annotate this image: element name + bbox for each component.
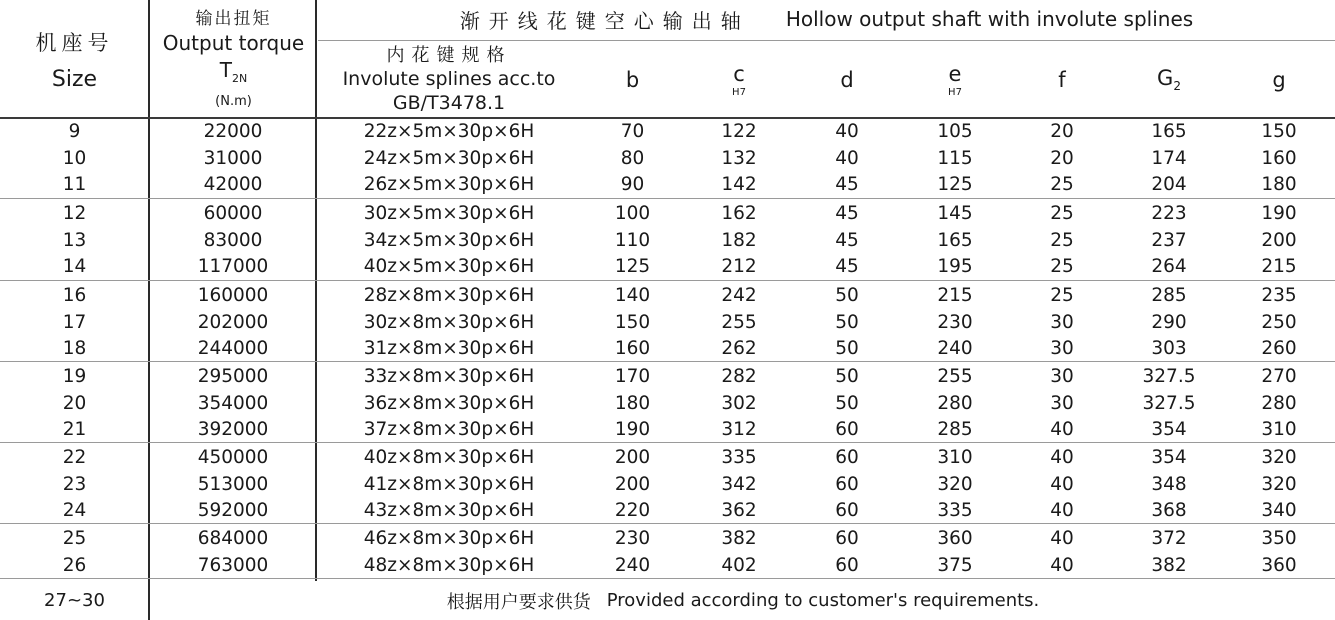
cell-f: 40 xyxy=(1050,500,1074,521)
cell-spline: 28z×8m×30p×6H xyxy=(363,285,535,306)
cell-e: 125 xyxy=(937,174,973,195)
cell-c: 342 xyxy=(721,473,757,495)
cell-c: 335 xyxy=(721,447,757,468)
cell-g: 340 xyxy=(1261,500,1297,521)
table-row xyxy=(0,171,1335,198)
cell-c: 362 xyxy=(721,500,757,521)
cell-e: 145 xyxy=(937,203,973,224)
group-divider xyxy=(0,442,1335,443)
cell-e: 255 xyxy=(937,366,973,387)
cell-torque: 684000 xyxy=(197,528,269,549)
cell-e: 215 xyxy=(937,285,973,306)
cell-f: 40 xyxy=(1050,419,1074,440)
header-size-cn: 机座号 xyxy=(35,30,114,55)
cell-b: 90 xyxy=(620,174,645,195)
cell-f: 30 xyxy=(1050,392,1074,414)
cell-g: 260 xyxy=(1261,338,1297,359)
header-col-g-label: g xyxy=(1272,68,1286,92)
cell-b: 80 xyxy=(620,147,645,169)
cell-spline: 37z×8m×30p×6H xyxy=(363,419,535,440)
cell-b: 240 xyxy=(614,554,651,576)
table-row xyxy=(0,335,1335,362)
header-shaft-title-en: Hollow output shaft with involute splines xyxy=(785,7,1194,31)
header-col-f-label: f xyxy=(1058,68,1066,92)
cell-b: 200 xyxy=(614,447,651,468)
header-col-c xyxy=(685,42,793,118)
cell-d: 40 xyxy=(835,121,859,142)
cell-c: 382 xyxy=(721,528,757,549)
table-row xyxy=(0,390,1335,417)
cell-spline: 31z×8m×30p×6H xyxy=(363,338,535,359)
cell-torque: 295000 xyxy=(197,366,269,387)
footer-divider xyxy=(0,578,1335,579)
table-row xyxy=(0,363,1335,390)
cell-c: 262 xyxy=(721,338,757,359)
header-col-e xyxy=(901,42,1009,118)
torque-symbol-letter: T xyxy=(219,57,232,82)
header-spline-en-2: GB/T3478.1 xyxy=(392,92,506,114)
header-spline-en-1: Involute splines acc.to xyxy=(342,68,556,90)
cell-d: 60 xyxy=(835,554,859,576)
cell-G2: 303 xyxy=(1151,338,1187,359)
header-col-d-label: d xyxy=(840,68,854,92)
cell-e: 280 xyxy=(937,392,973,414)
cell-b: 190 xyxy=(614,419,651,440)
cell-g: 310 xyxy=(1261,419,1297,440)
table-row xyxy=(0,118,1335,145)
header-col-e-label: e xyxy=(948,62,962,86)
cell-spline: 43z×8m×30p×6H xyxy=(363,500,535,521)
cell-b: 230 xyxy=(614,528,651,549)
header-col-G2-label xyxy=(1157,66,1181,93)
table-row xyxy=(0,497,1335,524)
table-row xyxy=(0,525,1335,552)
cell-G2: 354 xyxy=(1151,447,1187,468)
cell-f: 20 xyxy=(1050,121,1074,142)
cell-f: 40 xyxy=(1050,473,1074,495)
cell-spline: 40z×8m×30p×6H xyxy=(363,447,535,468)
cell-g: 160 xyxy=(1261,147,1297,169)
header-col-b-label: b xyxy=(625,68,640,92)
table-row xyxy=(0,444,1335,471)
header-divider xyxy=(318,40,1335,41)
cell-b: 110 xyxy=(614,229,651,251)
cell-torque: 354000 xyxy=(197,392,269,414)
cell-f: 25 xyxy=(1050,203,1074,224)
table-row xyxy=(0,282,1335,309)
cell-size: 18 xyxy=(62,338,87,359)
cell-G2: 204 xyxy=(1151,174,1187,195)
cell-size: 14 xyxy=(62,256,87,277)
cell-torque: 244000 xyxy=(197,338,269,359)
cell-G2: 290 xyxy=(1151,311,1187,333)
cell-c: 312 xyxy=(721,419,757,440)
cell-c: 142 xyxy=(721,174,757,195)
cell-f: 25 xyxy=(1050,229,1074,251)
cell-spline: 48z×8m×30p×6H xyxy=(363,554,535,576)
cell-spline: 40z×5m×30p×6H xyxy=(363,256,535,277)
cell-d: 60 xyxy=(835,447,859,468)
cell-g: 320 xyxy=(1261,447,1297,468)
header-col-g xyxy=(1223,42,1335,118)
cell-e: 165 xyxy=(937,229,973,251)
cell-size: 22 xyxy=(62,447,87,468)
cell-g: 280 xyxy=(1261,392,1297,414)
cell-g: 360 xyxy=(1261,554,1297,576)
cell-size: 24 xyxy=(62,500,87,521)
cell-c: 402 xyxy=(721,554,757,576)
cell-G2: 223 xyxy=(1151,203,1187,224)
header-size-en: Size xyxy=(51,66,98,92)
cell-torque: 202000 xyxy=(197,311,269,333)
header-torque-en: Output torque xyxy=(162,30,305,55)
cell-torque: 592000 xyxy=(197,500,269,521)
cell-e: 285 xyxy=(937,419,973,440)
group-divider xyxy=(0,523,1335,524)
cell-f: 30 xyxy=(1050,366,1074,387)
cell-G2: 348 xyxy=(1151,473,1187,495)
cell-G2: 174 xyxy=(1151,147,1187,169)
cell-e: 335 xyxy=(937,500,973,521)
cell-f: 40 xyxy=(1050,528,1074,549)
header-col-G2-letter: G xyxy=(1157,66,1174,91)
cell-torque: 763000 xyxy=(197,554,269,576)
cell-b: 100 xyxy=(614,203,651,224)
header-shaft-title xyxy=(318,0,1335,38)
table-row xyxy=(0,552,1335,579)
header-col-f xyxy=(1009,42,1115,118)
footer-note-cn: 根据用户要求供货 xyxy=(446,591,591,613)
cell-torque: 450000 xyxy=(197,447,269,468)
cell-b: 160 xyxy=(614,338,651,359)
cell-spline: 30z×5m×30p×6H xyxy=(363,203,535,224)
cell-torque: 513000 xyxy=(197,473,269,495)
cell-G2: 368 xyxy=(1151,500,1187,521)
cell-d: 60 xyxy=(835,528,859,549)
cell-b: 180 xyxy=(614,392,651,414)
cell-c: 255 xyxy=(721,311,757,333)
cell-torque: 83000 xyxy=(203,229,263,251)
table-row xyxy=(0,145,1335,172)
cell-size: 9 xyxy=(68,121,81,142)
header-col-c-label: c xyxy=(733,62,745,86)
cell-g: 250 xyxy=(1261,311,1297,333)
cell-G2: 237 xyxy=(1151,229,1187,251)
cell-b: 200 xyxy=(614,473,651,495)
cell-spline: 33z×8m×30p×6H xyxy=(363,366,535,387)
table-row xyxy=(0,253,1335,280)
table-row xyxy=(0,416,1335,443)
cell-G2: 165 xyxy=(1151,121,1187,142)
cell-size: 20 xyxy=(62,392,87,414)
cell-G2: 285 xyxy=(1151,285,1187,306)
cell-torque: 60000 xyxy=(203,203,263,224)
header-size xyxy=(0,0,149,118)
cell-torque: 392000 xyxy=(197,419,269,440)
cell-g: 200 xyxy=(1261,229,1297,251)
cell-b: 70 xyxy=(620,121,645,142)
cell-b: 150 xyxy=(614,311,651,333)
table-row xyxy=(0,200,1335,227)
cell-f: 20 xyxy=(1050,147,1074,169)
cell-spline: 30z×8m×30p×6H xyxy=(363,311,535,333)
cell-d: 60 xyxy=(835,419,859,440)
cell-c: 122 xyxy=(721,121,757,142)
header-col-c-tolerance: H7 xyxy=(732,87,746,98)
cell-g: 180 xyxy=(1261,174,1297,195)
cell-b: 220 xyxy=(614,500,651,521)
cell-f: 25 xyxy=(1050,256,1074,277)
cell-d: 40 xyxy=(835,147,859,169)
cell-g: 150 xyxy=(1261,121,1297,142)
cell-spline: 26z×5m×30p×6H xyxy=(363,174,535,195)
table-row xyxy=(0,309,1335,336)
cell-d: 45 xyxy=(835,229,859,251)
cell-d: 45 xyxy=(835,203,859,224)
cell-g: 350 xyxy=(1261,528,1297,549)
cell-spline: 46z×8m×30p×6H xyxy=(363,528,535,549)
footer-note xyxy=(151,581,1335,620)
cell-e: 320 xyxy=(937,473,973,495)
cell-size: 21 xyxy=(62,419,87,440)
header-torque xyxy=(151,0,316,118)
cell-d: 50 xyxy=(835,338,859,359)
cell-spline: 22z×5m×30p×6H xyxy=(363,121,535,142)
cell-c: 242 xyxy=(721,285,757,306)
cell-b: 140 xyxy=(614,285,651,306)
cell-d: 50 xyxy=(835,285,859,306)
cell-e: 230 xyxy=(937,311,973,333)
cell-torque: 22000 xyxy=(203,121,263,142)
cell-d: 50 xyxy=(835,392,859,414)
cell-size: 26 xyxy=(62,554,87,576)
cell-f: 30 xyxy=(1050,338,1074,359)
cell-torque: 160000 xyxy=(197,285,269,306)
cell-b: 125 xyxy=(614,256,651,277)
cell-size: 17 xyxy=(62,311,87,333)
cell-size: 19 xyxy=(62,366,87,387)
cell-size: 13 xyxy=(62,229,87,251)
header-col-G2 xyxy=(1115,42,1223,118)
header-spline-cn: 内花键规格 xyxy=(386,45,512,66)
group-divider xyxy=(0,361,1335,362)
cell-G2: 264 xyxy=(1151,256,1187,277)
cell-c: 302 xyxy=(721,392,757,414)
header-shaft-title-cn: 渐开线花键空心输出轴 xyxy=(459,8,750,33)
header-spline xyxy=(318,42,580,118)
cell-size: 16 xyxy=(62,285,87,306)
cell-c: 282 xyxy=(721,366,757,387)
cell-g: 190 xyxy=(1261,203,1297,224)
cell-size: 25 xyxy=(62,528,87,549)
cell-size: 11 xyxy=(62,174,87,195)
cell-G2: 372 xyxy=(1151,528,1187,549)
cell-spline: 36z×8m×30p×6H xyxy=(363,392,535,414)
cell-e: 195 xyxy=(937,256,973,277)
cell-G2: 354 xyxy=(1151,419,1187,440)
cell-g: 320 xyxy=(1261,473,1297,495)
cell-size: 12 xyxy=(62,203,87,224)
cell-g: 270 xyxy=(1261,366,1297,387)
cell-d: 50 xyxy=(835,311,859,333)
header-torque-cn: 输出扭矩 xyxy=(195,8,272,29)
cell-e: 310 xyxy=(937,447,973,468)
cell-torque: 117000 xyxy=(197,256,269,277)
cell-f: 25 xyxy=(1050,174,1074,195)
cell-size: 10 xyxy=(62,147,87,169)
cell-b: 170 xyxy=(614,366,651,387)
cell-e: 375 xyxy=(937,554,973,576)
cell-g: 235 xyxy=(1261,285,1297,306)
torque-symbol-subscript: 2N xyxy=(231,71,248,85)
cell-c: 132 xyxy=(721,147,757,169)
footer-size: 27~30 xyxy=(44,590,105,611)
cell-f: 30 xyxy=(1050,311,1074,333)
cell-c: 212 xyxy=(721,256,757,277)
cell-d: 45 xyxy=(835,174,859,195)
header-col-e-tolerance: H7 xyxy=(948,87,962,98)
cell-c: 162 xyxy=(721,203,757,224)
cell-d: 60 xyxy=(835,500,859,521)
group-divider xyxy=(0,280,1335,281)
cell-f: 25 xyxy=(1050,285,1074,306)
cell-size: 23 xyxy=(62,473,87,495)
cell-G2: 327.5 xyxy=(1142,366,1196,387)
header-col-G2-subscript: 2 xyxy=(1173,79,1181,94)
cell-spline: 41z×8m×30p×6H xyxy=(363,473,535,495)
cell-c: 182 xyxy=(721,229,757,251)
cell-d: 45 xyxy=(835,256,859,277)
cell-e: 115 xyxy=(937,147,973,169)
header-torque-unit: (N.m) xyxy=(215,93,252,109)
cell-spline: 34z×5m×30p×6H xyxy=(363,229,535,251)
cell-torque: 42000 xyxy=(203,174,263,195)
header-torque-symbol xyxy=(220,56,247,93)
cell-e: 360 xyxy=(937,528,973,549)
footer-note-en: Provided according to customer's requirements. xyxy=(606,590,1040,611)
cell-spline: 24z×5m×30p×6H xyxy=(363,147,535,169)
table-row xyxy=(0,471,1335,498)
cell-d: 60 xyxy=(835,473,859,495)
cell-G2: 382 xyxy=(1151,554,1187,576)
cell-G2: 327.5 xyxy=(1142,392,1196,414)
cell-f: 40 xyxy=(1050,554,1074,576)
cell-g: 215 xyxy=(1261,256,1297,277)
group-divider xyxy=(0,198,1335,199)
header-col-d xyxy=(793,42,901,118)
cell-f: 40 xyxy=(1050,447,1074,468)
cell-e: 105 xyxy=(937,121,973,142)
cell-d: 50 xyxy=(835,366,859,387)
header-col-b xyxy=(580,42,685,118)
table-row xyxy=(0,227,1335,254)
cell-torque: 31000 xyxy=(203,147,263,169)
cell-e: 240 xyxy=(937,338,973,359)
